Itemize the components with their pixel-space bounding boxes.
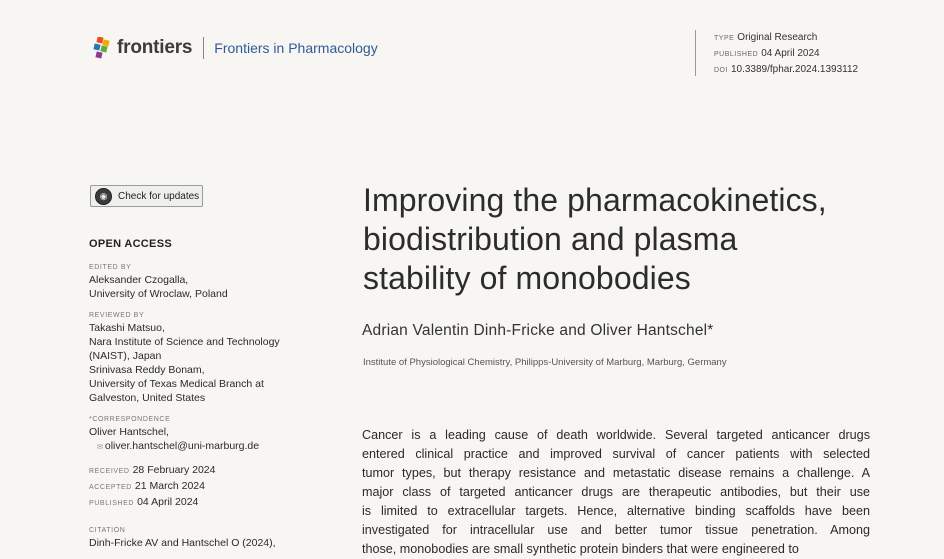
citation-heading: CITATION	[89, 527, 126, 534]
meta-doi	[714, 62, 858, 78]
meta-published	[714, 46, 858, 62]
received-date	[89, 463, 319, 479]
open-access-label: OPEN ACCESS	[89, 238, 172, 250]
accepted-label: ACCEPTED	[89, 484, 132, 491]
abstract	[362, 426, 870, 559]
meta-doi-value[interactable]: 10.3389/fphar.2024.1393112	[730, 64, 859, 75]
published-label: PUBLISHED	[89, 500, 135, 507]
title-line: stability of monobodies	[363, 260, 691, 296]
abstract-line: entered clinical practice and improved survival of cancer patients with selected	[362, 447, 870, 461]
abstract-line: those, monobodies are small synthetic protein binders that were engineered to	[362, 542, 799, 556]
citation-text: Dinh-Fricke AV and Hantschel O (2024),	[89, 537, 276, 549]
header-divider	[203, 37, 204, 59]
received-label: RECEIVED	[89, 468, 130, 475]
email-address[interactable]: oliver.hantschel@uni-marburg.de	[104, 440, 260, 452]
abstract-line: tumor types, but therapy resistance and metastatic disease remains a challenge. A	[362, 466, 870, 480]
title-line: Improving the pharmacokinetics,	[363, 182, 827, 218]
article-title	[363, 181, 923, 298]
editor-affiliation: University of Wroclaw, Poland	[89, 288, 228, 300]
abstract-line: Cancer is a leading cause of death worldwide. Several targeted anticancer drugs	[362, 428, 870, 442]
reviewer-line: Nara Institute of Science and Technology	[89, 336, 280, 348]
meta-doi-label: DOI	[714, 67, 728, 74]
abstract-line: is limited to extracellular targets. Hence, alternative binding scaffolds have been	[362, 504, 870, 518]
reviewer-line: Srinivasa Reddy Bonam,	[89, 364, 205, 376]
meta-type	[714, 30, 858, 46]
received-value: 28 February 2024	[132, 464, 216, 476]
journal-field: Pharmacology	[288, 40, 378, 56]
abstract-line: major class of targeted anticancer drugs are therapeutic antibodies, but their use	[362, 485, 870, 499]
journal-name	[214, 40, 377, 56]
check-updates-icon: ◉	[95, 188, 112, 205]
check-updates-label: Check for updates	[118, 190, 200, 202]
editor-name: Aleksander Czogalla,	[89, 274, 189, 286]
reviewer-line: Galveston, United States	[89, 392, 206, 404]
reviewed-by-heading: REVIEWED BY	[89, 312, 145, 319]
meta-type-label: TYPE	[714, 35, 735, 42]
correspondence-name: Oliver Hantschel,	[89, 426, 169, 438]
author-affiliation: Institute of Physiological Chemistry, Philipps-University of Marburg, Marburg, Germany	[363, 357, 727, 368]
accepted-value: 21 March 2024	[134, 480, 205, 492]
reviewer-line: (NAIST), Japan	[89, 350, 162, 362]
brand-name: frontiers	[117, 37, 193, 58]
frontiers-logo-icon	[92, 37, 112, 59]
article-sidebar	[89, 238, 319, 550]
journal-header	[92, 37, 378, 59]
published-value: 04 April 2024	[137, 496, 199, 508]
published-date	[89, 495, 319, 511]
correspondence-email[interactable]	[89, 439, 319, 455]
correspondence-heading: *CORRESPONDENCE	[89, 416, 171, 423]
title-line: biodistribution and plasma	[363, 221, 738, 257]
reviewer-line: Takashi Matsuo,	[89, 322, 165, 334]
edited-by-heading: EDITED BY	[89, 264, 132, 271]
journal-prefix: Frontiers in	[214, 40, 289, 56]
meta-type-value: Original Research	[737, 32, 818, 43]
meta-published-label: PUBLISHED	[714, 51, 759, 58]
check-for-updates-button[interactable]	[90, 185, 203, 207]
reviewer-line: University of Texas Medical Branch at	[89, 378, 264, 390]
accepted-date	[89, 479, 319, 495]
article-meta	[695, 30, 858, 76]
meta-published-value: 04 April 2024	[761, 48, 820, 59]
abstract-line: investigated for intracellular use and better tumor tissue penetration. Among	[362, 523, 870, 537]
email-icon: ✉	[97, 444, 103, 451]
article-authors: Adrian Valentin Dinh-Fricke and Oliver Hantschel*	[362, 322, 714, 339]
